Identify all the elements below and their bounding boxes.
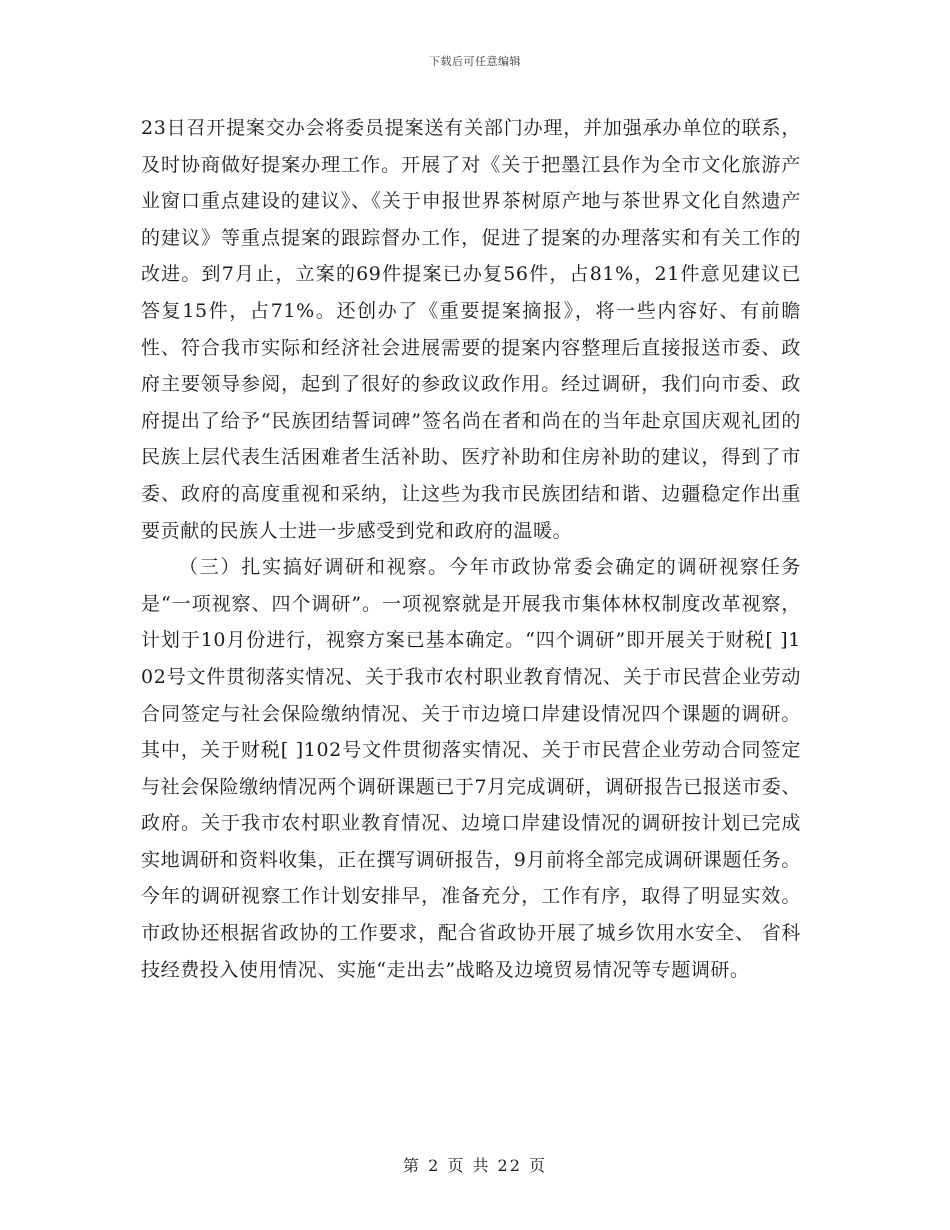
page-header: 下载后可任意编辑: [429, 55, 521, 68]
paragraph-1: 23日召开提案交办会将委员提案送有关部门办理，并加强承办单位的联系，及时协商做好提案办理工作。开展了对《关于把墨江县作为全市文化旅游产业窗口重点建设的建议》、《关于申报世界茶树原产地与茶世界文化自然遗产的建议》等重点提案的跟踪督办工作，促进了提案的办理落实和有关工作的改进。到7月止，立案的69件提案已办复56件，占81%，21件意见建议已答复15件，占71%。还创办了《重要提案摘报》，将一些内容好、有前瞻性、符合我市实际和经济社会进展需要的提案内容整理后直接报送市委、政府主要领导参阅，起到了很好的参政议政作用。经过调研，我们向市委、政府提出了给予“民族团结誓词碑”签名尚在者和尚在的当年赴京国庆观礼团的民族上层代表生活困难者生活补助、医疗补助和住房补助的建议，得到了市委、政府的高度重视和采纳，让这些为我市民族团结和谐、边疆稳定作出重要贡献的民族人士进一步感受到党和政府的温暖。: [141, 117, 801, 542]
document-body: [141, 110, 801, 988]
page-footer-page-number: 第 2 页 共 22 页: [403, 1156, 547, 1175]
paragraph-2: （三）扎实搞好调研和视察。今年市政协常委会确定的调研视察任务是“一项视察、四个调研”。一项视察就是开展我市集体林权制度改革视察，计划于10月份进行，视察方案已基本确定。“四个调研”即开展关于财税[ ]102号文件贯彻落实情况、关于我市农村职业教育情况、关于市民营企业劳动合同签定与社会保险缴纳情况、关于市边境口岸建设情况四个课题的调研。其中，关于财税[ ]102号文件贯彻落实情况、关于市民营企业劳动合同签定与社会保险缴纳情况两个调研课题已于7月完成调研，调研报告已报送市委、政府。关于我市农村职业教育情况、边境口岸建设情况的调研按计划已完成实地调研和资料收集，正在撰写调研报告，9月前将全部完成调研课题任务。今年的调研视察工作计划安排早，准备充分，工作有序，取得了明显实效。市政协还根据省政协的工作要求，配合省政协开展了城乡饮用水安全、 省科技经费投入使用情况、实施“走出去”战略及边境贸易情况等专题调研。: [141, 556, 801, 981]
